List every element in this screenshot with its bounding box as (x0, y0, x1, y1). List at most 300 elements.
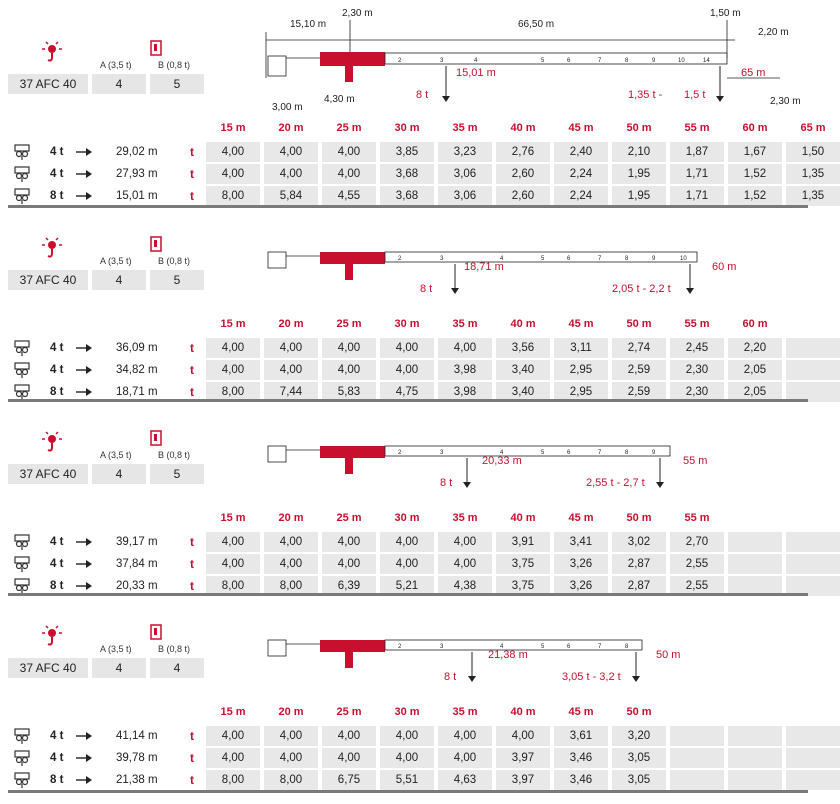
svg-text:7: 7 (598, 256, 602, 262)
svg-text:8: 8 (625, 450, 629, 456)
capacity-cell: 2,45 (670, 338, 724, 358)
column-header: 55 m (684, 318, 710, 330)
unit-label: t (190, 557, 194, 571)
load-table (8, 512, 808, 598)
unit-label: t (190, 385, 194, 399)
capacity-cell: 4,00 (438, 338, 492, 358)
capacity-cell: 4,00 (380, 532, 434, 552)
capacity-cell: 1,95 (612, 164, 666, 184)
table-row (8, 360, 808, 380)
capacity-cell: 5,84 (264, 186, 318, 206)
row-reach: 27,93 m (116, 168, 158, 180)
trolley-icon (14, 772, 30, 788)
capacity-cell: 6,39 (322, 576, 376, 596)
svg-text:2: 2 (398, 450, 402, 456)
arrow-right-icon (76, 343, 92, 353)
capacity-cell: 4,00 (322, 142, 376, 162)
row-load: 8 t (50, 190, 64, 202)
empty-cell (786, 554, 840, 574)
empty-cell (786, 748, 840, 768)
jib-diagram (0, 0, 817, 115)
capacity-cell: 3,75 (496, 554, 550, 574)
capacity-cell: 1,71 (670, 164, 724, 184)
column-header: 45 m (568, 706, 594, 718)
capacity-cell: 3,97 (496, 748, 550, 768)
svg-text:5: 5 (541, 256, 545, 262)
capacity-cell: 2,30 (670, 360, 724, 380)
table-row (8, 338, 808, 358)
arrow-right-icon (76, 191, 92, 201)
tip-load-label-b: 1,5 t (684, 89, 706, 101)
capacity-cell: 3,91 (496, 532, 550, 552)
trolley-icon (14, 384, 30, 400)
svg-text:14: 14 (703, 58, 710, 64)
capacity-cell: 3,61 (554, 726, 608, 746)
arrow-right-icon (76, 731, 92, 741)
column-header: 40 m (510, 512, 536, 524)
capacity-cell: 4,00 (322, 532, 376, 552)
capacity-cell: 1,67 (728, 142, 782, 162)
capacity-cell: 3,68 (380, 186, 434, 206)
b-label: B (0,8 t) (158, 450, 191, 460)
svg-text:5: 5 (541, 58, 545, 64)
b-value: 4 (150, 658, 204, 678)
column-header: 60 m (742, 122, 768, 134)
b-value: 5 (150, 74, 204, 94)
capacity-cell: 5,21 (380, 576, 434, 596)
capacity-cell: 8,00 (206, 382, 260, 402)
b-label: B (0,8 t) (158, 60, 191, 70)
column-header: 40 m (510, 318, 536, 330)
svg-text:8: 8 (625, 644, 629, 650)
capacity-cell: 2,59 (612, 360, 666, 380)
capacity-cell: 1,95 (612, 186, 666, 206)
trolley-icon (14, 534, 30, 550)
capacity-cell: 1,35 (786, 164, 840, 184)
jib-diagram (0, 434, 817, 504)
svg-text:7: 7 (598, 58, 602, 64)
svg-text:8: 8 (625, 58, 629, 64)
svg-text:10: 10 (680, 256, 687, 262)
arrow-right-icon (76, 753, 92, 763)
dim-counterjib: 15,10 m (290, 19, 327, 30)
column-header: 20 m (278, 512, 304, 524)
section-divider (8, 790, 808, 793)
svg-text:3: 3 (440, 256, 444, 262)
capacity-cell: 2,05 (728, 360, 782, 380)
column-header: 25 m (336, 512, 362, 524)
capacity-cell: 3,85 (380, 142, 434, 162)
svg-text:3: 3 (440, 450, 444, 456)
capacity-cell: 4,00 (322, 554, 376, 574)
empty-cell (670, 770, 724, 790)
column-header: 40 m (510, 122, 536, 134)
tip-load-label: 3,05 t - 3,2 t (562, 671, 621, 683)
b-label: B (0,8 t) (158, 256, 191, 266)
capacity-cell: 4,00 (206, 748, 260, 768)
b-value: 5 (150, 270, 204, 290)
section-divider (8, 205, 808, 208)
capacity-cell: 4,00 (206, 338, 260, 358)
load-table (8, 706, 808, 792)
capacity-cell: 4,00 (206, 532, 260, 552)
capacity-cell: 2,87 (612, 576, 666, 596)
capacity-cell: 4,00 (206, 360, 260, 380)
capacity-cell: 2,76 (496, 142, 550, 162)
table-row (8, 770, 808, 790)
unit-label: t (190, 579, 194, 593)
column-header: 25 m (336, 122, 362, 134)
row-load: 4 t (50, 536, 64, 548)
empty-cell (786, 360, 840, 380)
tip-load-label: 2,05 t - 2,2 t (612, 283, 671, 295)
capacity-cell: 3,75 (496, 576, 550, 596)
svg-text:5: 5 (541, 450, 545, 456)
a-value: 4 (92, 270, 146, 290)
column-header: 30 m (394, 512, 420, 524)
capacity-cell: 4,00 (380, 554, 434, 574)
model-name: 37 AFC 40 (8, 464, 88, 484)
svg-text:10: 10 (678, 58, 685, 64)
row-reach: 41,14 m (116, 730, 158, 742)
capacity-cell: 4,00 (264, 142, 318, 162)
row-load: 4 t (50, 168, 64, 180)
svg-text:8: 8 (625, 256, 629, 262)
capacity-cell: 2,20 (728, 338, 782, 358)
column-header: 50 m (626, 318, 652, 330)
row-reach: 15,01 m (116, 190, 158, 202)
unit-label: t (190, 363, 194, 377)
arrow-right-icon (76, 537, 92, 547)
column-header: 35 m (452, 318, 478, 330)
capacity-cell: 3,02 (612, 532, 666, 552)
reach-label: 15,01 m (456, 67, 496, 79)
row-reach: 34,82 m (116, 364, 158, 376)
capacity-cell: 2,30 (670, 382, 724, 402)
reach-label: 20,33 m (482, 455, 522, 467)
jib-diagram (0, 628, 817, 698)
tip-load-label: 1,35 t - (628, 89, 663, 101)
jib-length-label: 60 m (712, 261, 737, 273)
capacity-cell: 2,24 (554, 186, 608, 206)
svg-text:9: 9 (652, 256, 656, 262)
unit-label: t (190, 535, 194, 549)
capacity-cell: 2,95 (554, 360, 608, 380)
max-load-label: 8 t (440, 477, 453, 489)
svg-text:6: 6 (567, 256, 571, 262)
capacity-cell: 4,00 (322, 748, 376, 768)
svg-text:9: 9 (652, 450, 656, 456)
capacity-cell: 1,52 (728, 164, 782, 184)
load-table (8, 318, 808, 404)
column-header: 50 m (626, 122, 652, 134)
table-row (8, 726, 808, 746)
capacity-cell: 8,00 (206, 186, 260, 206)
capacity-cell: 4,55 (322, 186, 376, 206)
column-header: 30 m (394, 122, 420, 134)
capacity-cell: 2,59 (612, 382, 666, 402)
row-load: 4 t (50, 730, 64, 742)
column-header: 20 m (278, 122, 304, 134)
max-load-label: 8 t (416, 89, 429, 101)
arrow-right-icon (76, 559, 92, 569)
column-header: 35 m (452, 512, 478, 524)
empty-cell (670, 748, 724, 768)
dim-counterweight: 3,00 m (272, 102, 303, 113)
column-header: 55 m (684, 122, 710, 134)
capacity-cell: 4,00 (438, 726, 492, 746)
trolley-icon (14, 556, 30, 572)
capacity-cell: 4,38 (438, 576, 492, 596)
capacity-cell: 3,41 (554, 532, 608, 552)
trolley-icon (14, 188, 30, 204)
a-value: 4 (92, 74, 146, 94)
capacity-cell: 3,98 (438, 382, 492, 402)
column-header: 25 m (336, 706, 362, 718)
capacity-cell: 3,40 (496, 382, 550, 402)
row-reach: 39,17 m (116, 536, 158, 548)
model-name: 37 AFC 40 (8, 74, 88, 94)
capacity-cell: 3,97 (496, 770, 550, 790)
tip-load-label: 2,55 t - 2,7 t (586, 477, 645, 489)
column-header: 45 m (568, 122, 594, 134)
capacity-cell: 8,00 (206, 770, 260, 790)
empty-cell (728, 748, 782, 768)
reach-label: 18,71 m (464, 261, 504, 273)
capacity-cell: 3,46 (554, 770, 608, 790)
capacity-cell: 3,26 (554, 554, 608, 574)
column-header: 50 m (626, 512, 652, 524)
row-load: 4 t (50, 146, 64, 158)
b-label: B (0,8 t) (158, 644, 191, 654)
empty-cell (786, 532, 840, 552)
unit-label: t (190, 751, 194, 765)
capacity-cell: 5,51 (380, 770, 434, 790)
capacity-cell: 4,00 (264, 748, 318, 768)
row-load: 8 t (50, 580, 64, 592)
row-load: 8 t (50, 386, 64, 398)
svg-text:9: 9 (652, 58, 656, 64)
capacity-cell: 4,63 (438, 770, 492, 790)
capacity-cell: 1,50 (786, 142, 840, 162)
capacity-cell: 2,60 (496, 164, 550, 184)
svg-text:2: 2 (398, 644, 402, 650)
trolley-icon (14, 362, 30, 378)
a-value: 4 (92, 658, 146, 678)
svg-text:7: 7 (598, 450, 602, 456)
capacity-cell: 4,00 (264, 360, 318, 380)
svg-text:6: 6 (567, 450, 571, 456)
capacity-cell: 3,20 (612, 726, 666, 746)
column-header: 15 m (220, 318, 246, 330)
dim-cab: 4,30 m (324, 94, 355, 105)
column-header: 40 m (510, 706, 536, 718)
capacity-cell: 5,83 (322, 382, 376, 402)
config-section-2 (0, 232, 817, 412)
jib-length-label: 50 m (656, 649, 681, 661)
capacity-cell: 3,68 (380, 164, 434, 184)
jib-length-label: 65 m (741, 67, 766, 79)
capacity-cell: 3,40 (496, 360, 550, 380)
svg-text:3: 3 (440, 644, 444, 650)
row-reach: 21,38 m (116, 774, 158, 786)
capacity-cell: 8,00 (264, 576, 318, 596)
reach-label: 21,38 m (488, 649, 528, 661)
capacity-cell: 4,00 (322, 360, 376, 380)
column-header: 60 m (742, 318, 768, 330)
table-row (8, 532, 808, 552)
trolley-icon (14, 578, 30, 594)
arrow-right-icon (76, 775, 92, 785)
column-header: 55 m (684, 512, 710, 524)
max-load-label: 8 t (420, 283, 433, 295)
capacity-cell: 4,00 (322, 164, 376, 184)
capacity-cell: 3,23 (438, 142, 492, 162)
svg-text:4: 4 (500, 450, 504, 456)
capacity-cell: 4,00 (264, 532, 318, 552)
column-header: 65 m (800, 122, 826, 134)
svg-text:4: 4 (500, 644, 504, 650)
capacity-cell: 3,06 (438, 186, 492, 206)
empty-cell (786, 726, 840, 746)
capacity-cell: 2,95 (554, 382, 608, 402)
svg-text:2: 2 (398, 256, 402, 262)
capacity-cell: 4,00 (264, 338, 318, 358)
capacity-cell: 2,55 (670, 576, 724, 596)
table-row (8, 748, 808, 768)
svg-text:3: 3 (440, 58, 444, 64)
capacity-cell: 8,00 (264, 770, 318, 790)
section-divider (8, 399, 808, 402)
empty-cell (786, 770, 840, 790)
svg-text:4: 4 (474, 58, 478, 64)
column-header: 15 m (220, 122, 246, 134)
row-reach: 18,71 m (116, 386, 158, 398)
trolley-icon (14, 340, 30, 356)
svg-text:6: 6 (567, 644, 571, 650)
capacity-cell: 2,74 (612, 338, 666, 358)
capacity-cell: 6,75 (322, 770, 376, 790)
a-label: A (3,5 t) (100, 644, 132, 654)
trolley-icon (14, 144, 30, 160)
capacity-cell: 3,05 (612, 748, 666, 768)
capacity-cell: 4,00 (264, 554, 318, 574)
svg-text:7: 7 (598, 644, 602, 650)
capacity-cell: 3,06 (438, 164, 492, 184)
row-load: 4 t (50, 342, 64, 354)
capacity-cell: 4,00 (206, 554, 260, 574)
dim-jib: 66,50 m (518, 19, 555, 30)
column-header: 35 m (452, 706, 478, 718)
dim-trolley: 2,30 m (770, 96, 801, 107)
empty-cell (728, 532, 782, 552)
capacity-cell: 3,98 (438, 360, 492, 380)
column-header: 20 m (278, 318, 304, 330)
svg-text:6: 6 (567, 58, 571, 64)
row-load: 4 t (50, 364, 64, 376)
capacity-cell: 1,35 (786, 186, 840, 206)
arrow-right-icon (76, 169, 92, 179)
column-header: 15 m (220, 706, 246, 718)
column-header: 45 m (568, 318, 594, 330)
trolley-icon (14, 728, 30, 744)
a-label: A (3,5 t) (100, 450, 132, 460)
unit-label: t (190, 773, 194, 787)
b-value: 5 (150, 464, 204, 484)
empty-cell (728, 726, 782, 746)
row-reach: 39,78 m (116, 752, 158, 764)
column-header: 15 m (220, 512, 246, 524)
capacity-cell: 4,00 (438, 748, 492, 768)
row-reach: 37,84 m (116, 558, 158, 570)
dim-mast: 2,30 m (342, 8, 373, 19)
capacity-cell: 3,26 (554, 576, 608, 596)
capacity-cell: 3,56 (496, 338, 550, 358)
capacity-cell: 4,00 (380, 338, 434, 358)
table-row (8, 164, 825, 184)
row-reach: 29,02 m (116, 146, 158, 158)
column-header: 30 m (394, 706, 420, 718)
capacity-cell: 2,40 (554, 142, 608, 162)
capacity-cell: 7,44 (264, 382, 318, 402)
dim-tip-height: 2,20 m (758, 27, 789, 38)
capacity-cell: 3,46 (554, 748, 608, 768)
table-row (8, 554, 808, 574)
table-row (8, 142, 825, 162)
jib-length-label: 55 m (683, 455, 708, 467)
a-label: A (3,5 t) (100, 60, 132, 70)
svg-text:4: 4 (500, 256, 504, 262)
capacity-cell: 4,00 (264, 164, 318, 184)
capacity-cell: 2,87 (612, 554, 666, 574)
svg-text:2: 2 (398, 58, 402, 64)
column-header: 50 m (626, 706, 652, 718)
model-name: 37 AFC 40 (8, 270, 88, 290)
row-load: 4 t (50, 558, 64, 570)
capacity-cell: 4,00 (206, 164, 260, 184)
row-load: 8 t (50, 774, 64, 786)
capacity-cell: 4,75 (380, 382, 434, 402)
unit-label: t (190, 189, 194, 203)
capacity-cell: 4,00 (380, 748, 434, 768)
arrow-right-icon (76, 581, 92, 591)
capacity-cell: 4,00 (438, 554, 492, 574)
config-section-1 (0, 0, 826, 210)
capacity-cell: 2,05 (728, 382, 782, 402)
arrow-right-icon (76, 387, 92, 397)
capacity-cell: 2,24 (554, 164, 608, 184)
unit-label: t (190, 145, 194, 159)
capacity-cell: 4,00 (438, 532, 492, 552)
capacity-cell: 4,00 (206, 726, 260, 746)
unit-label: t (190, 167, 194, 181)
empty-cell (670, 726, 724, 746)
column-header: 20 m (278, 706, 304, 718)
trolley-icon (14, 750, 30, 766)
capacity-cell: 1,52 (728, 186, 782, 206)
empty-cell (786, 338, 840, 358)
section-divider (8, 593, 808, 596)
config-section-3 (0, 426, 817, 606)
capacity-cell: 2,10 (612, 142, 666, 162)
column-header: 25 m (336, 318, 362, 330)
empty-cell (728, 554, 782, 574)
trolley-icon (14, 166, 30, 182)
dim-tip: 1,50 m (710, 8, 741, 19)
model-name: 37 AFC 40 (8, 658, 88, 678)
column-header: 30 m (394, 318, 420, 330)
config-section-4 (0, 620, 817, 804)
